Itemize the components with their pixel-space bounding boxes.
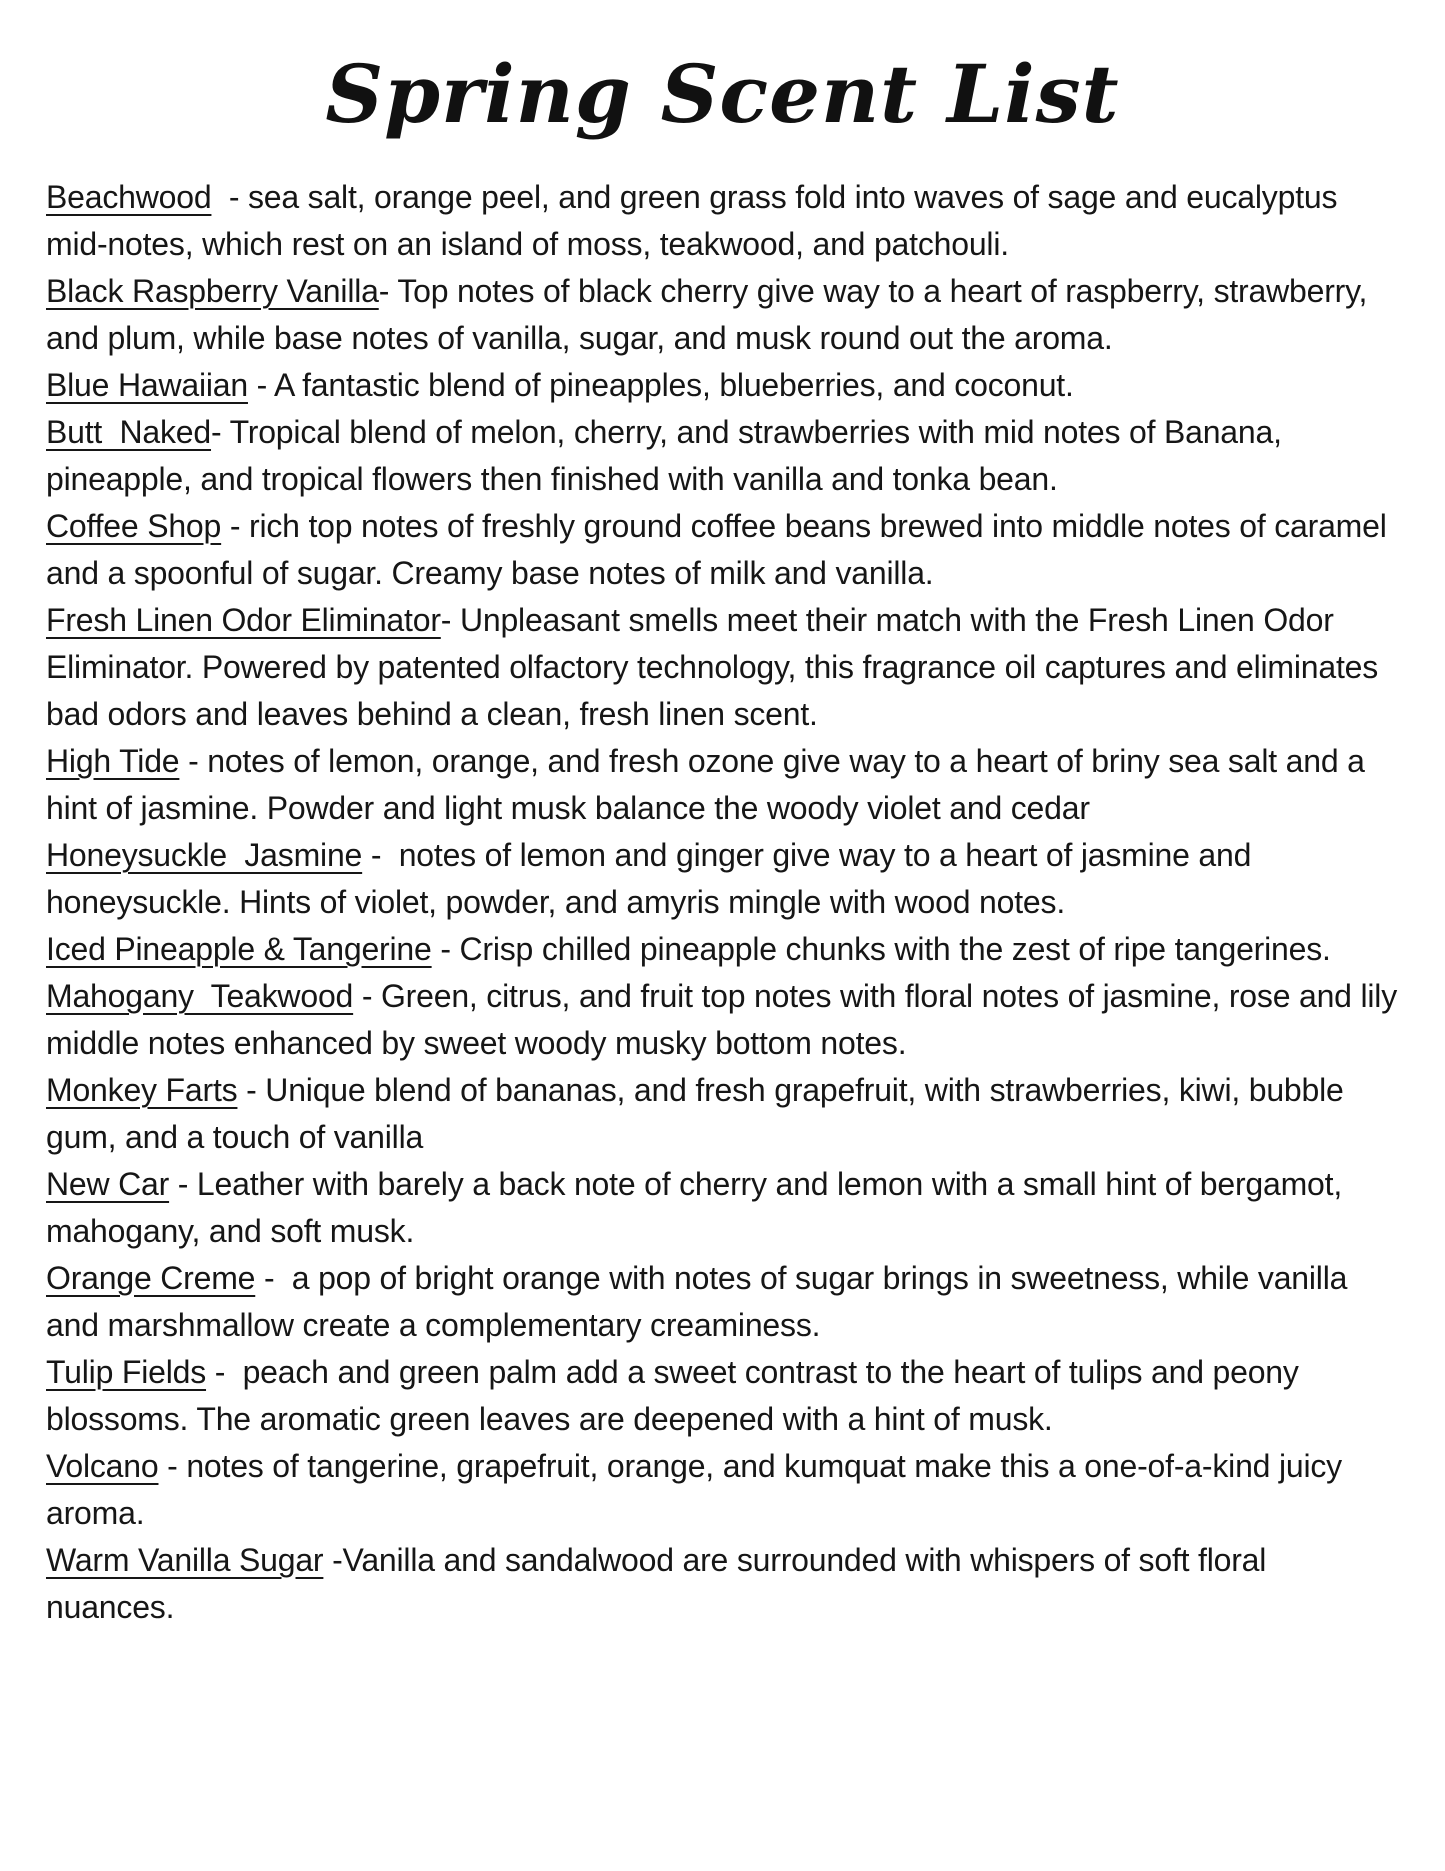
- scent-name: Tulip Fields: [46, 1354, 207, 1390]
- scent-name: Warm Vanilla Sugar: [46, 1542, 324, 1578]
- scent-separator: -: [179, 743, 208, 779]
- scent-entry: [46, 1349, 1403, 1443]
- scent-name: Blue Hawaiian: [46, 367, 248, 403]
- scent-name: Butt Naked: [46, 414, 212, 450]
- scent-description: a pop of bright orange with notes of sugar brings in sweetness, while vanilla and marshmallow create a complementary creaminess.: [46, 1260, 1356, 1343]
- scent-name: Fresh Linen Odor Eliminator: [46, 602, 441, 638]
- scent-separator: -: [158, 1448, 187, 1484]
- scent-entry: [46, 503, 1403, 597]
- scent-name: Volcano: [46, 1448, 159, 1484]
- scent-description: Unique blend of bananas, and fresh grapefruit, with strawberries, kiwi, bubble gum, and a touch of vanilla: [46, 1072, 1353, 1155]
- scent-separator: -: [247, 367, 275, 403]
- scent-description: notes of tangerine, grapefruit, orange, and kumquat make this a one-of-a-kind juicy aroma.: [46, 1448, 1351, 1531]
- scent-name: Black Raspberry Vanilla: [46, 273, 379, 309]
- scent-description: peach and green palm add a sweet contrast to the heart of tulips and peony blossoms. The aromatic green leaves are deepened with a hint of musk.: [46, 1354, 1308, 1437]
- scent-separator: -: [431, 931, 460, 967]
- scent-name: Mahogany Teakwood: [46, 978, 354, 1014]
- scent-description: notes of lemon and ginger give way to a heart of jasmine and honeysuckle. Hints of violet, powder, and amyris mingle with wood notes.: [46, 837, 1260, 920]
- scent-description: Leather with barely a back note of cherry and lemon with a small hint of bergamot, mahogany, and soft musk.: [46, 1166, 1351, 1249]
- scent-separator: -: [255, 1260, 292, 1296]
- scent-entry: [46, 268, 1403, 362]
- scent-name: Orange Creme: [46, 1260, 256, 1296]
- scent-description: Unpleasant smells meet their match with the Fresh Linen Odor Eliminator. Powered by patented olfactory technology, this fragrance oil captures and eliminates bad odors and leaves behind a clean, fresh linen scent.: [46, 602, 1387, 732]
- scent-entry: [46, 1067, 1403, 1161]
- scent-description: notes of lemon, orange, and fresh ozone give way to a heart of briny sea salt and a hint of jasmine. Powder and light musk balance the woody violet and cedar: [46, 743, 1374, 826]
- scent-name: High Tide: [46, 743, 180, 779]
- scent-name: Coffee Shop: [46, 508, 222, 544]
- scent-name: Iced Pineapple & Tangerine: [46, 931, 432, 967]
- scent-description: rich top notes of freshly ground coffee beans brewed into middle notes of caramel and a spoonful of sugar. Creamy base notes of milk and vanilla.: [46, 508, 1396, 591]
- scent-entry: [46, 1443, 1403, 1537]
- scent-entry: [46, 174, 1403, 268]
- scent-separator: -: [237, 1072, 266, 1108]
- scent-list: [46, 174, 1406, 1631]
- scent-separator: -: [378, 273, 398, 309]
- scent-entry: [46, 1255, 1403, 1349]
- scent-description: A fantastic blend of pineapples, blueberries, and coconut.: [274, 367, 1074, 403]
- scent-description: Crisp chilled pineapple chunks with the zest of ripe tangerines.: [459, 931, 1331, 967]
- scent-entry: [46, 1161, 1403, 1255]
- scent-separator: -: [206, 1354, 243, 1390]
- scent-separator: -: [169, 1166, 197, 1202]
- scent-separator: -: [323, 1542, 343, 1578]
- scent-description: Vanilla and sandalwood are surrounded with whispers of soft floral nuances.: [46, 1542, 1275, 1625]
- scent-entry: [46, 926, 1403, 973]
- scent-separator: -: [362, 837, 399, 873]
- scent-name: Honeysuckle Jasmine: [46, 837, 363, 873]
- scent-entry: [46, 973, 1406, 1067]
- scent-description: Top notes of black cherry give way to a heart of raspberry, strawberry, and plum, while base notes of vanilla, sugar, and musk round out the aroma.: [46, 273, 1376, 356]
- scent-entry: [46, 832, 1403, 926]
- scent-separator: -: [211, 414, 230, 450]
- scent-separator: -: [353, 978, 381, 1014]
- scent-description: Green, citrus, and fruit top notes with floral notes of jasmine, rose and lily middle notes enhanced by sweet woody musky bottom notes.: [46, 978, 1406, 1061]
- scent-entry: [46, 597, 1403, 738]
- scent-name: New Car: [46, 1166, 170, 1202]
- scent-name: Monkey Farts: [46, 1072, 238, 1108]
- page-title: Spring Scent List: [325, 47, 1120, 141]
- scent-description: sea salt, orange peel, and green grass fold into waves of sage and eucalyptus mid-notes, which rest on an island of moss, teakwood, and patchouli.: [46, 179, 1346, 262]
- scent-entry: [46, 362, 1403, 409]
- scent-entry: [46, 409, 1403, 503]
- scent-name: Beachwood: [46, 179, 212, 215]
- scent-description: Tropical blend of melon, cherry, and strawberries with mid notes of Banana, pineapple, and tropical flowers then finished with vanilla and tonka bean.: [46, 414, 1291, 497]
- scent-separator: -: [211, 179, 248, 215]
- scent-entry: [46, 738, 1403, 832]
- scent-entry: [46, 1537, 1403, 1631]
- scent-separator: -: [440, 602, 460, 638]
- scent-separator: -: [221, 508, 249, 544]
